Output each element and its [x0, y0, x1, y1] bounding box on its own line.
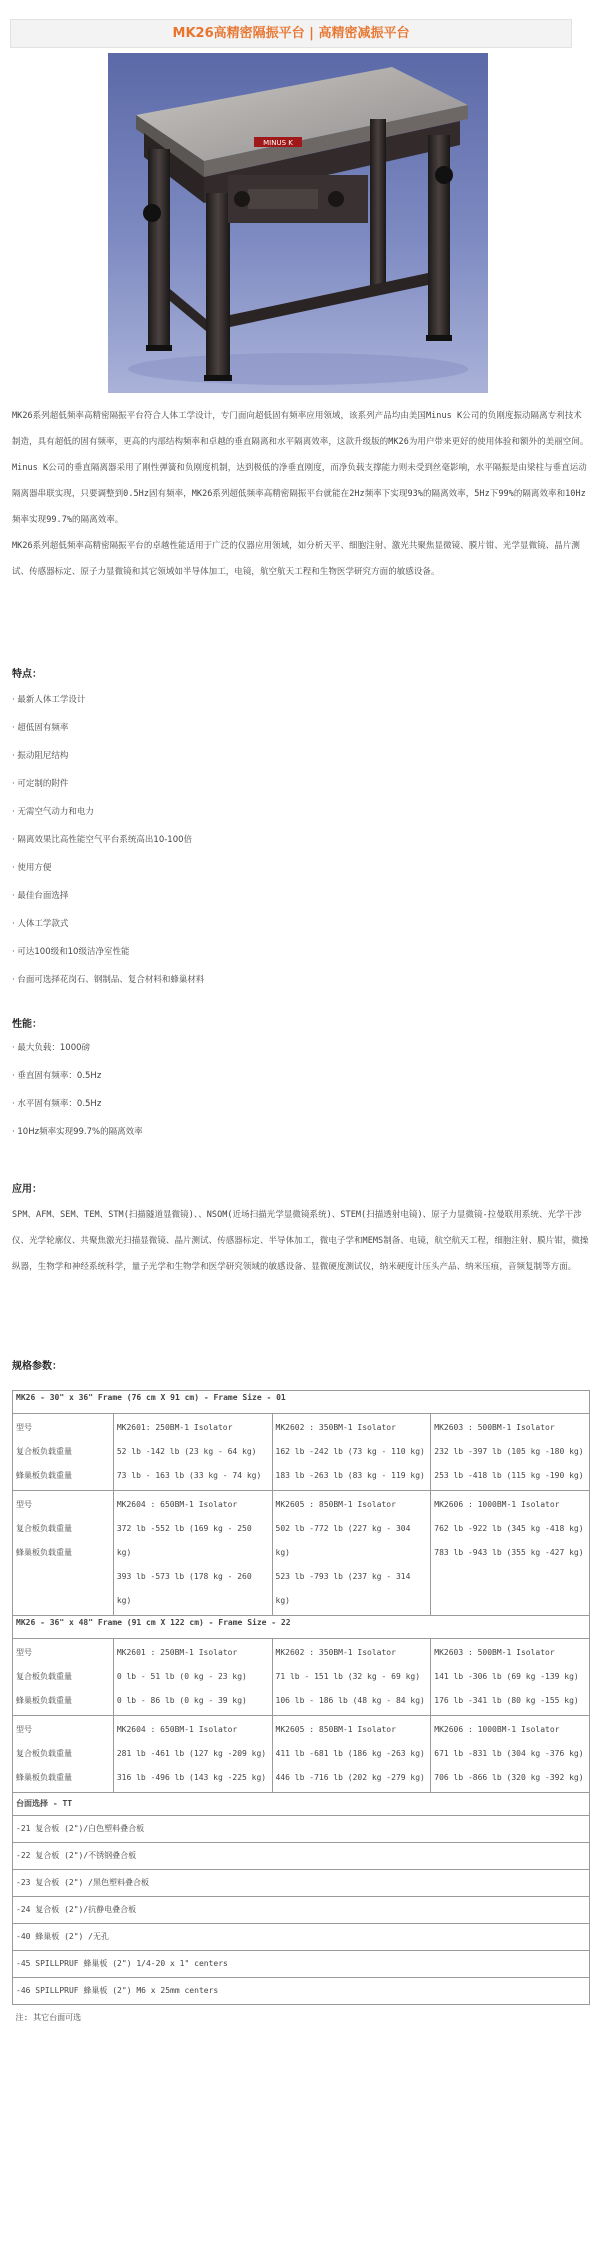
list-item: · 超低固有频率: [12, 723, 69, 733]
row-labels: [13, 1491, 114, 1616]
applications-heading: 应用：: [12, 1184, 42, 1195]
honeycomb-load: 176 lb -341 lb (80 kg -155 kg): [434, 1696, 579, 1705]
list-item: · 水平固有频率：0.5Hz: [12, 1099, 102, 1109]
honeycomb-load: 393 lb -573 lb (178 kg - 260 kg): [116, 1572, 252, 1605]
honeycomb-load: 106 lb - 186 lb (48 kg - 84 kg): [275, 1696, 425, 1705]
label-composite-load: 复合板负载重量: [16, 1524, 72, 1533]
spec-cell: [431, 1716, 590, 1793]
vibration-table-image: [108, 53, 488, 393]
label-model: 型号: [16, 1725, 32, 1734]
list-item: · 可定制的附件: [12, 779, 69, 789]
performance-heading: 性能：: [12, 1019, 42, 1030]
honeycomb-load: 73 lb - 163 lb (33 kg - 74 kg): [116, 1471, 262, 1480]
desk-option-row: [13, 1951, 590, 1978]
model-name: MK2605 : 850BM-1 Isolator: [275, 1500, 396, 1509]
desk-option: -21 复合板 (2")/白色塑料叠合板: [13, 1816, 590, 1843]
spec-cell: [431, 1414, 590, 1491]
list-item: · 无需空气动力和电力: [12, 807, 94, 817]
composite-load: 162 lb -242 lb (73 kg - 110 kg): [275, 1447, 425, 1456]
label-composite-load: 复合板负载重量: [16, 1672, 72, 1681]
composite-load: 411 lb -681 lb (186 kg -263 kg): [275, 1749, 425, 1758]
desk-option: -22 复合板 (2")/不锈钢叠合板: [13, 1843, 590, 1870]
honeycomb-load: 706 lb -866 lb (320 kg -392 kg): [434, 1773, 584, 1782]
desk-option-row: [13, 1843, 590, 1870]
honeycomb-load: 523 lb -793 lb (237 kg - 314 kg): [275, 1572, 411, 1605]
composite-load: 671 lb -831 lb (304 kg -376 kg): [434, 1749, 584, 1758]
desk-heading: 台面选择 - TT: [13, 1793, 590, 1816]
note-row: [13, 2005, 590, 2032]
composite-load: 762 lb -922 lb (345 kg -418 kg): [434, 1524, 584, 1533]
list-item: · 最大负载：1000磅: [12, 1043, 91, 1053]
model-name: MK2602 : 350BM-1 Isolator: [275, 1648, 396, 1657]
spec-cell: [113, 1639, 272, 1716]
spec-cell: [272, 1491, 431, 1616]
model-name: MK2604 : 650BM-1 Isolator: [116, 1725, 238, 1734]
frame-row: [13, 1391, 590, 1414]
label-model: 型号: [16, 1423, 32, 1432]
list-item: · 使用方便: [12, 863, 52, 873]
composite-load: 281 lb -461 lb (127 kg -209 kg): [116, 1749, 267, 1758]
intro-section: [12, 403, 590, 585]
list-item: · 台面可选择花岗石、钢制品、复合材料和蜂巢材料: [12, 975, 205, 985]
model-name: MK2601 : 250BM-1 Isolator: [116, 1648, 238, 1657]
table-row: [13, 1414, 590, 1491]
intro-paragraph: MK26系列超低频率高精密隔振平台的卓越性能适用于广泛的仪器应用领域，如分析天平、细胞注射、激光共聚焦显微镜、膜片钳、光学显微镜、晶片测试、传感器标定、原子力显微镜和其它领域如半导体加工，电镜，航空航天工程和生物医学研究方面的敏感设备。: [12, 541, 580, 577]
features-list: [12, 686, 204, 994]
table-row: [13, 1491, 590, 1616]
spec-cell: [113, 1491, 272, 1616]
honeycomb-load: 253 lb -418 lb (115 kg -190 kg): [434, 1471, 584, 1480]
model-name: MK2601: 250BM-1 Isolator: [116, 1423, 233, 1432]
list-item: · 振动阻尼结构: [12, 751, 69, 761]
honeycomb-load: 446 lb -716 lb (202 kg -279 kg): [275, 1773, 425, 1782]
composite-load: 52 lb -142 lb (23 kg - 64 kg): [116, 1447, 257, 1456]
row-labels: [13, 1414, 114, 1491]
frame-size-22: MK26 - 36" x 48" Frame (91 cm X 122 cm) - Frame Size - 22: [13, 1616, 590, 1639]
desk-option: -46 SPILLPRUF 蜂巢板 (2") M6 x 25mm centers: [13, 1978, 590, 2005]
label-honeycomb-load: 蜂巢板负载重量: [16, 1548, 72, 1557]
spec-table: [12, 1390, 590, 2031]
desk-option-row: [13, 1897, 590, 1924]
model-name: MK2605 : 850BM-1 Isolator: [275, 1725, 396, 1734]
desk-option-row: [13, 1924, 590, 1951]
list-item: · 最新人体工学设计: [12, 695, 86, 705]
model-name: MK2606 : 1000BM-1 Isolator: [434, 1500, 560, 1509]
label-model: 型号: [16, 1500, 32, 1509]
frame-row: [13, 1616, 590, 1639]
row-labels: [13, 1639, 114, 1716]
spec-cell: [113, 1716, 272, 1793]
page-title: MK26高精密隔振平台 | 高精密减振平台: [172, 26, 410, 41]
model-name: MK2606 : 1000BM-1 Isolator: [434, 1725, 560, 1734]
model-name: MK2604 : 650BM-1 Isolator: [116, 1500, 238, 1509]
desk-option: -24 复合板 (2")/抗静电叠合板: [13, 1897, 590, 1924]
label-composite-load: 复合板负载重量: [16, 1447, 72, 1456]
model-name: MK2602 : 350BM-1 Isolator: [275, 1423, 396, 1432]
composite-load: 141 lb -306 lb (69 kg -139 kg): [434, 1672, 579, 1681]
model-name: MK2603 : 500BM-1 Isolator: [434, 1423, 555, 1432]
composite-load: 232 lb -397 lb (105 kg -180 kg): [434, 1447, 584, 1456]
intro-paragraph: MK26系列超低频率高精密隔振平台符合人体工学设计，专门面向超低固有频率应用领域，该系列产品均由美国Minus K公司的负刚度振动隔离专利技术制造，具有超低的固有频率，更高的内部结构频率和卓越的垂直隔离和水平隔离效率，这款升级版的MK26为用户带来更好的使用体验和额外的美丽空间。: [12, 411, 589, 447]
desk-option: -23 复合板 (2") /黑色塑料叠合板: [13, 1870, 590, 1897]
desk-option-row: [13, 1870, 590, 1897]
frame-size-01: MK26 - 30" x 36" Frame (76 cm X 91 cm) - Frame Size - 01: [13, 1391, 590, 1414]
composite-load: 71 lb - 151 lb (32 kg - 69 kg): [275, 1672, 421, 1681]
label-honeycomb-load: 蜂巢板负载重量: [16, 1773, 72, 1782]
applications-text: SPM、AFM、SEM、TEM、STM(扫描隧道显微镜)、、NSOM(近场扫描光学显微镜系统)、STEM(扫描透射电镜)、原子力显微镜-拉曼联用系统、光学干涉仪、光学轮廓仪、共聚焦激光扫描显微镜、晶片测试、传感器标定、半导体加工，微电子学和MEMS制备、电镜，航空航天工程，细胞注射、膜片钳，微操纵器，生物学和神经系统科学，量子光学和生物学和医学研究领域的敏感设备、显微硬度测试仪，纳米硬度计压头产品、纳米压痕，音频复制等方面。: [12, 1210, 589, 1272]
list-item: · 最佳台面选择: [12, 891, 69, 901]
intro-paragraph: Minus K公司的垂直隔离器采用了刚性弹簧和负刚度机制，达到极低的净垂直刚度，而净负载支撑能力则未受到丝毫影响，水平隔振是由梁柱与垂直运动隔离器串联实现，只要调整到0.5Hz固有频率，MK26系列超低频率高精密隔振平台就能在2Hz频率下实现93%的隔离效率，5Hz下99%的隔离效率和10Hz频率实现99.7%的隔离效率。: [12, 463, 587, 525]
model-name: MK2603 : 500BM-1 Isolator: [434, 1648, 555, 1657]
desk-option-row: [13, 1816, 590, 1843]
honeycomb-load: 316 lb -496 lb (143 kg -225 kg): [116, 1773, 267, 1782]
honeycomb-load: 783 lb -943 lb (355 kg -427 kg): [434, 1548, 584, 1557]
composite-load: 0 lb - 51 lb (0 kg - 23 kg): [116, 1672, 247, 1681]
list-item: · 人体工学款式: [12, 919, 69, 929]
list-item: · 可达100级和10级洁净室性能: [12, 947, 130, 957]
honeycomb-load: 183 lb -263 lb (83 kg - 119 kg): [275, 1471, 425, 1480]
composite-load: 372 lb -552 lb (169 kg - 250 kg): [116, 1524, 252, 1557]
row-labels: [13, 1716, 114, 1793]
label-honeycomb-load: 蜂巢板负载重量: [16, 1471, 72, 1480]
list-item: · 隔离效果比高性能空气平台系统高出10-100倍: [12, 835, 193, 845]
spec-cell: [431, 1491, 590, 1616]
title-bar: [10, 19, 572, 48]
list-item: · 10Hz频率实现99.7%的隔离效率: [12, 1127, 143, 1137]
spec-cell: [272, 1639, 431, 1716]
spec-cell: [272, 1414, 431, 1491]
features-heading: 特点：: [12, 669, 42, 680]
composite-load: 502 lb -772 lb (227 kg - 304 kg): [275, 1524, 411, 1557]
honeycomb-load: 0 lb - 86 lb (0 kg - 39 kg): [116, 1696, 247, 1705]
note: 注: 其它台面可选: [15, 2013, 82, 2022]
label-model: 型号: [16, 1648, 32, 1657]
list-item: · 垂直固有频率：0.5Hz: [12, 1071, 102, 1081]
brand-label: MINUS K: [263, 139, 293, 147]
performance-list: [12, 1034, 143, 1146]
table-row: [13, 1639, 590, 1716]
product-photo: [108, 53, 488, 393]
desk-option-row: [13, 1978, 590, 2005]
table-row: [13, 1716, 590, 1793]
spec-cell: [272, 1716, 431, 1793]
spec-cell: [113, 1414, 272, 1491]
desk-heading-row: [13, 1793, 590, 1816]
desk-option: -40 蜂巢板 (2") /无孔: [13, 1924, 590, 1951]
label-composite-load: 复合板负载重量: [16, 1749, 72, 1758]
desk-option: -45 SPILLPRUF 蜂巢板 (2") 1/4-20 x 1" centers: [13, 1951, 590, 1978]
label-honeycomb-load: 蜂巢板负载重量: [16, 1696, 72, 1705]
spec-cell: [431, 1639, 590, 1716]
specs-heading: 规格参数：: [12, 1361, 62, 1372]
